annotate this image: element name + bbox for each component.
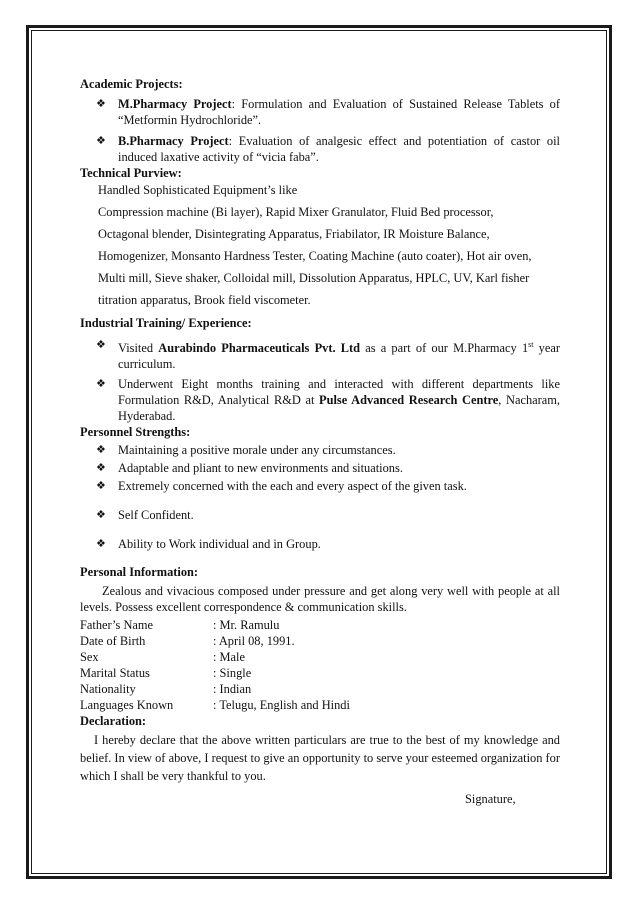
company-name: Pulse Advanced Research Centre bbox=[319, 393, 499, 408]
training-item bbox=[96, 376, 560, 424]
info-label: Father’s Name bbox=[80, 618, 154, 633]
info-row bbox=[80, 681, 560, 697]
strength-item bbox=[96, 460, 560, 476]
strength-item bbox=[96, 507, 560, 523]
strength-item bbox=[96, 536, 560, 552]
diamond-bullet-icon: ❖ bbox=[96, 444, 106, 457]
technical-line: titration apparatus, Brook field viscometer. bbox=[98, 293, 311, 307]
project-title: M.Pharmacy Project bbox=[118, 97, 232, 111]
diamond-bullet-icon: ❖ bbox=[96, 462, 106, 475]
training-item bbox=[96, 337, 560, 372]
technical-line: Handled Sophisticated Equipment’s like bbox=[98, 183, 298, 197]
technical-line: Octagonal blender, Disintegrating Apparatus, Friabilator, IR Moisture Balance, bbox=[98, 227, 490, 241]
info-row bbox=[80, 617, 560, 633]
training-text: Underwent Eight months training and interacted with different departments like Formulation R&D, Analytical R&D at bbox=[118, 377, 560, 408]
personnel-strengths-heading: Personnel Strengths: bbox=[80, 425, 191, 440]
signature-label: Signature, bbox=[465, 792, 516, 806]
technical-line: Multi mill, Sieve shaker, Colloidal mill, Dissolution Apparatus, HPLC, UV, Karl fisher bbox=[98, 271, 530, 285]
info-label: Marital Status bbox=[80, 666, 150, 681]
resume-body bbox=[80, 76, 560, 785]
info-row bbox=[80, 697, 560, 713]
training-text: as a part of our M.Pharmacy 1 bbox=[360, 341, 529, 356]
info-value: : Single bbox=[213, 666, 252, 681]
info-label: Languages Known bbox=[80, 698, 174, 713]
info-value: : Mr. Ramulu bbox=[213, 618, 280, 633]
declaration-heading: Declaration: bbox=[80, 714, 147, 729]
info-label: Date of Birth bbox=[80, 634, 146, 649]
project-description: : Evaluation of analgesic effect and potentiation of castor oil induced laxative activity of “vicia faba”. bbox=[118, 134, 561, 164]
diamond-bullet-icon: ❖ bbox=[96, 538, 106, 551]
strength-text: Ability to Work individual and in Group. bbox=[118, 537, 321, 552]
technical-line: Compression machine (Bi layer), Rapid Mixer Granulator, Fluid Bed processor, bbox=[98, 205, 494, 219]
strength-item bbox=[96, 478, 560, 494]
company-name: Aurabindo Pharmaceuticals Pvt. Ltd bbox=[158, 341, 361, 356]
personal-information-heading: Personal Information: bbox=[80, 565, 199, 580]
training-text: year curriculum. bbox=[118, 341, 560, 372]
diamond-bullet-icon: ❖ bbox=[96, 98, 106, 110]
info-value: : Telugu, English and Hindi bbox=[213, 698, 350, 713]
academic-project-item bbox=[96, 133, 560, 165]
info-row bbox=[80, 633, 560, 649]
strength-item bbox=[96, 442, 560, 458]
strength-text: Maintaining a positive morale under any circumstances. bbox=[118, 443, 396, 458]
technical-line: Homogenizer, Monsanto Hardness Tester, Coating Machine (auto coater), Hot air oven, bbox=[98, 249, 532, 263]
diamond-bullet-icon: ❖ bbox=[96, 339, 106, 351]
academic-project-item bbox=[96, 96, 560, 128]
technical-purview-heading: Technical Purview: bbox=[80, 166, 182, 180]
info-row bbox=[80, 665, 560, 681]
academic-projects-heading: Academic Projects: bbox=[80, 77, 183, 91]
info-label: Nationality bbox=[80, 682, 136, 697]
project-title: B.Pharmacy Project bbox=[118, 134, 229, 148]
diamond-bullet-icon: ❖ bbox=[96, 378, 106, 391]
info-value: : Male bbox=[213, 650, 245, 665]
diamond-bullet-icon: ❖ bbox=[96, 135, 106, 147]
personal-intro: Zealous and vivacious composed under pressure and get along very well with people at all levels. Possess excellent correspondence & communication skills. bbox=[80, 584, 560, 615]
training-text: Visited bbox=[118, 341, 159, 356]
ordinal-suffix: st bbox=[528, 340, 534, 349]
info-value: : Indian bbox=[213, 682, 252, 697]
strength-text: Extremely concerned with the each and every aspect of the given task. bbox=[118, 479, 467, 494]
info-value: : April 08, 1991. bbox=[213, 634, 295, 649]
info-row bbox=[80, 649, 560, 665]
strength-text: Self Confident. bbox=[118, 508, 194, 523]
declaration-text: I hereby declare that the above written particulars are true to the best of my knowledge and belief. In view of above, I request to give an opportunity to serve your esteemed organization for which I shall be very thankful to you. bbox=[80, 733, 560, 784]
industrial-training-heading: Industrial Training/ Experience: bbox=[80, 316, 252, 330]
personal-details bbox=[80, 617, 560, 713]
training-text: , Nacharam, Hyderabad. bbox=[118, 393, 561, 424]
strength-text: Adaptable and pliant to new environments and situations. bbox=[118, 461, 403, 476]
info-label: Sex bbox=[80, 650, 99, 665]
project-description: : Formulation and Evaluation of Sustained Release Tablets of “Metformin Hydrochloride”. bbox=[118, 97, 560, 127]
diamond-bullet-icon: ❖ bbox=[96, 509, 106, 522]
diamond-bullet-icon: ❖ bbox=[96, 480, 106, 493]
